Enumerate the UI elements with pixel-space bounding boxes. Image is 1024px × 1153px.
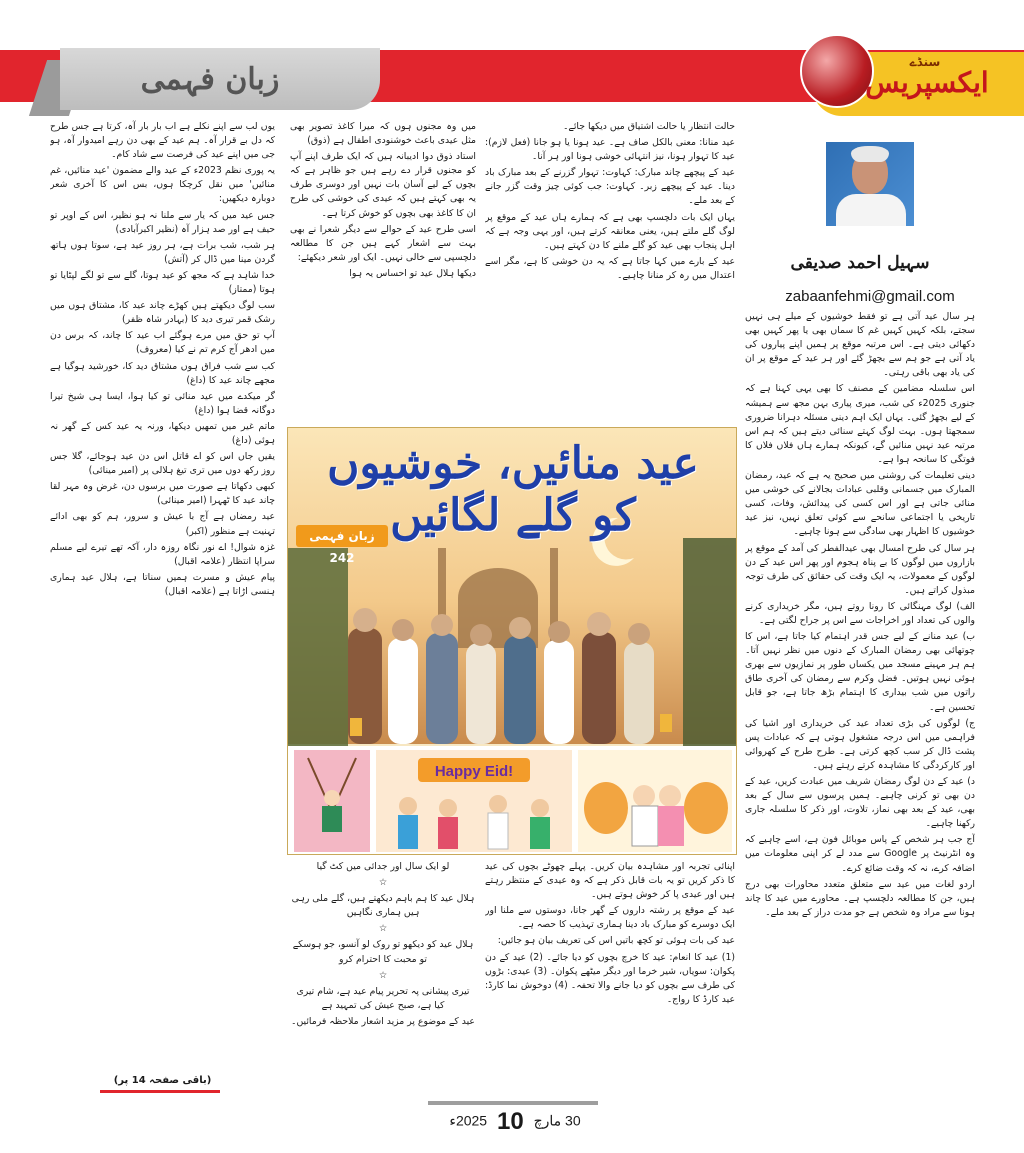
article-column-mid-top — [485, 120, 735, 422]
brand-sub-label: سنڈے — [909, 55, 941, 69]
paragraph: پیام عیش و مسرت ہمیں سناتا ہے، ہلال عید ہماری ہنسی اڑاتا ہے (علامہ اقبال) — [50, 571, 275, 597]
verse: ہلال عید کا ہم باہم دیکھتے ہیں، گلے ملی رہی ہیں ہماری نگاہیں — [291, 893, 475, 919]
paragraph: کبھی دکھاتا ہے صورت میں برسوں دن، غرض وہ مہر لقا چاند عید کا ٹھہرا (امیر مینائی) — [50, 481, 275, 507]
paragraph: د) عید کے دن لوگ رمضان شریف میں عبادت کریں، عید کے دن بھی تو کرنی چاہیے۔ ہمیں پرسوں سے سال کے بعد بھی، عید کے بعد بھی نماز، تلاوت، اور ذکر کا سلسلہ جاری رکھنا چاہیے۔ — [745, 776, 975, 830]
paragraph: آج جب ہر شخص کے پاس موبائل فون ہے، اسے چاہیے کہ وہ انٹرنیٹ پر Google سے مدد لے کر اپنی معلومات میں اضافہ کرے، نہ کہ وقت ضائع کرے۔ — [745, 834, 975, 874]
paragraph: عید کے موضوع پر مزید اشعار ملاحظہ فرمائیں۔ — [291, 1015, 475, 1027]
author-email[interactable]: zabaanfehmi@gmail.com — [785, 288, 955, 305]
paragraph: ہر سال عید آتی ہے تو فقط خوشیوں کے میلے ہی نہیں سجتے، بلکہ کہیں کہیں غم کا سماں بھی یا پھر کہیں بھی دکھائی دیتی ہے۔ اس مرتبہ موقع پر ہمیں اپنے پیاروں کی یاد آتی ہے جو ہم سے بچھڑ گئے اور ہر عید کے موقع پر ان کی یاد بھی باقی رہتی۔ — [745, 311, 975, 379]
paragraph: عید کے پیچھے چاند مبارک: کہاوت: تہوار گزرنے کے بعد مبارک باد دینا۔ عید کے پیچھے زبر۔ کہاوت: جب کوئی چیز وقت گزر جانے کے بعد ملے۔ — [485, 167, 735, 207]
paragraph: اردو لغات میں عید سے متعلق متعدد محاورات بھی درج ہیں، جن کا مطالعہ دلچسپ ہے۔ محاورے میں عید کا چاند ہونا سے مراد وہ شخص ہے جو مدت دراز کے بعد ملے۔ — [745, 878, 975, 918]
verse: لو ایک سال اور جدائی میں کٹ گیا — [316, 861, 450, 872]
paragraph: سب لوگ دیکھتے ہیں کھڑے چاند عید کا، مشتاق ہوں میں رشک قمر تیری دید کا (بہادر شاہ ظفر) — [50, 300, 275, 326]
paragraph: اس سلسلہ مضامین کے مصنف کا بھی یہی کہنا ہے کہ جنوری 2025ء کی شب، میری پیاری بہن مجھ سے ہمیشہ کے لیے بچھڑ گئی۔ یہاں ایک اہم دینی مسئلہ دہرانا ضروری سمجھتا ہوں۔ بہت لوگ کہتے سنائی دیتے ہیں کہ ہم اس مرتبہ عید نہیں منائیں گے، کیونکہ ہمارے ہاں فلاں فلاں کا فوتگی کا سانحہ ہوا ہے۔ — [745, 383, 975, 465]
girl-face — [324, 790, 340, 806]
paragraph: عید رمضاں ہے آج با عیش و سرور، ہم کو بھی ادائے تہنیت ہے منظور (اکبر) — [50, 511, 275, 537]
paragraph: عید منانا: معنی بالکل صاف ہے۔ عید ہونا یا ہو جانا (فعل لازم): عید کا تہوار ہونا، نیز انتہائی خوشی ہونا اور ہر آنا۔ — [485, 137, 735, 163]
poetry-column-bottom — [290, 860, 476, 1100]
paragraph: عید کی بات ہوئی تو کچھ باتیں اس کی تعریف بیان ہو جائیں: — [497, 935, 735, 947]
footer-month: مارچ — [533, 1112, 562, 1129]
article-column-mid-bottom — [485, 860, 735, 1100]
boy-robe-right — [658, 806, 684, 846]
paragraph: استاد ذوق دوا ادیبانہ ہیں کہ ایک طرف اپنے آپ کو مجنوں قرار دے رہے ہیں جو ظاہر ہے کہ بچوں کے لیے آسان بات نہیں اور دوسری طرف یہ بھی کہتے ہیں کہ عیدی کی خوشی کی طرح ان کا کاغذ بھی بچوں کو خوش کرتا ہے۔ — [290, 151, 476, 219]
series-badge: زبان فہمی 242 — [296, 525, 388, 547]
star-divider: ☆ — [378, 923, 388, 935]
paragraph: یہ پوری نظم 2023ء کے عید والے مضمون 'عید منائیں، غم منائیں' میں نقل کرچکا ہوں، بس اس کا آخری شعر دوبارہ دیکھیں: — [50, 165, 275, 205]
footer-day: 30 — [565, 1112, 581, 1129]
boy-face-right — [659, 785, 681, 807]
paragraph: (1) عید کا انعام: عید کا خرچ بچوں کو دیا جائے۔ (2) عید کے دن پکوان: سویاں، شیر خرما اور دیگر میٹھے پکوان۔ (3) عیدی: بڑوں کی طرف سے بچوں کو دیا جانے والا تحفہ۔ (4) دوخوش نما کارڈ: عید کارڈ کا رواج۔ — [485, 951, 735, 1005]
paragraph: حالت انتظار یا حالت اشتیاق میں دیکھا جائے۔ — [562, 121, 735, 132]
tree-right — [683, 538, 737, 748]
lantern-icon — [660, 714, 672, 732]
author-shirt — [836, 194, 906, 226]
boy-robe-left — [632, 806, 658, 846]
author-name: سہیل احمد صدیقی — [790, 253, 930, 273]
paragraph: آپ تو حق میں مرے ہوگئے اب عید کا چاند، کہ برس دن میں ادھر آج کرم تم نے کیا (معروف) — [50, 330, 275, 356]
paragraph: میں وہ مجنوں ہوں کہ میرا کاغذ تصویر بھی مثل عیدی باعث خوشنودی اطفال ہے (ذوق) — [290, 121, 476, 147]
dome-right — [684, 782, 728, 834]
paragraph: ماتم غیر میں تمھیں دیکھا، ورنہ یہ عید کس کے گھر نہ ہوئی (داغ) — [50, 420, 275, 446]
paragraph: ہر شب، شب برات ہے، ہر روز عید ہے، سوتا ہوں ہاتھ گردن مینا میں ڈال کر (آتش) — [50, 239, 275, 265]
footer-year: 2025ء — [449, 1112, 488, 1129]
paragraph: گر میکدے میں عید منائی تو کیا ہوا، ایسا ہی شیخ تیرا دوگانہ قضا ہوا (داغ) — [50, 390, 275, 416]
paragraph: عید کے بارے میں کہا جاتا ہے کہ یہ دن خوشی کا ہے، مگر اسے اعتدال میں رہ کر منانا چاہیے۔ — [485, 255, 735, 281]
feature-headline: عید منائیں، خوشیوں کو گلے لگائیں — [327, 438, 699, 541]
star-divider: ☆ — [378, 877, 388, 889]
continued-label: (باقی صفحہ 14 پر) — [113, 1075, 212, 1086]
star-divider: ☆ — [378, 969, 388, 981]
paragraph: عید کے موقع پر رشتہ داروں کے گھر جانا، دوستوں سے ملنا اور ایک دوسرے کو مبارک باد دینا ہماری تہذیب کا حصہ ہے۔ — [485, 905, 735, 931]
paragraph: ج) لوگوں کی بڑی تعداد عید کی خریداری اور اشیا کی فراہمی میں اس درجہ مشغول ہوتی ہے کہ عبادات پس پشت ڈال کر سب کچھ کرتی ہے۔ طرح طرح کے کھروائی اور کارکردگی کا مشاہدہ کرتے رہتے ہیں۔ — [745, 717, 975, 771]
paragraph: دیکھا ہلال عید تو احساس یہ ہوا — [349, 267, 476, 279]
paragraph: دینی تعلیمات کی روشنی میں صحیح یہ ہے کہ عید، رمضان المبارک میں جسمانی وقلبی عبادات بجالانے کی خوشی میں منائی جاتی ہے اور اس کسی کی پیدائش، وفات، کسی تاریخی یا اجتماعی سانحے سے کوئی تعلق نہیں، نیز عید خوشیوں کا اظہار بھی سادگی سے ہونا چاہیے۔ — [745, 470, 975, 538]
brand-name: ایکسپریس — [865, 66, 989, 99]
paragraph: کب سے شب فراق ہوں مشتاق دید کا، خورشید ہوگیا ہے مجھے چاند عید کا (داغ) — [50, 360, 275, 386]
tree-left — [288, 548, 348, 748]
paragraph: اپنائی تجربہ اور مشاہدہ بیان کریں۔ پہلے چھوٹے بچوں کی عید کا ذکر کریں تو یہ بات قابل ذکر ہے کہ وہ عیدی کے منتظر رہتے ہیں اور عیدی پا کر خوش ہوتے ہیں۔ — [485, 861, 735, 901]
footer-rule — [428, 1101, 598, 1105]
page-number: 10 — [497, 1108, 524, 1135]
paragraph: یقیں جاں اس کو اے قاتل اس دن عید ہوجائے، گلا جس روز رکھ دوں میں تری تیغ ہلالی پر (امیر مینائی) — [50, 451, 275, 477]
paragraph: یوں لب سے اپنے نکلے ہے اب بار بار آہ، کرتا ہے جس طرح کہ دل بے قرار آہ۔ ہم عید کے بھی دن رہے امیدوار آہ، ہو جی میں اپنے عید کی فرصت سے شاد کام۔ — [50, 121, 275, 161]
article-column-right — [745, 310, 975, 1100]
paragraph: یہاں ایک بات دلچسپ بھی ہے کہ ہمارے ہاں عید کے موقع پر لوگ گلے ملتے ہیں، یعنی معانقہ کرتے ہیں، اور یہی وجہ ہے کہ اہل پنجاب بھی عید کو گلے ملنے کا دن کہتے ہیں۔ — [485, 211, 735, 251]
paragraph: اسی طرح عید کے حوالے سے دیگر شعرا نے بھی بہت سے اشعار کہے ہیں جن کا مطالعہ دلچسپی سے خالی نہیں۔ ایک اور شعر دیکھئے: — [290, 223, 476, 263]
paragraph: جس عید میں کہ یار سے ملنا نہ ہو نظیر، اس کے اوپر تو حیف ہے اور صد ہزار آہ (نظیر اکبرآبادی) — [50, 209, 275, 235]
lantern-icon — [350, 718, 362, 736]
author-hair — [851, 146, 889, 162]
happy-eid-text: Happy Eid! — [434, 763, 514, 780]
section-title: زبان فہمی — [140, 62, 280, 97]
continued-rule — [100, 1090, 220, 1093]
girl-dress — [322, 806, 342, 832]
author-photo — [826, 142, 914, 226]
verse: ہلال عید کو دیکھو تو روک لو آنسو، جو ہوسکے تو محبت کا احترام کرو — [292, 939, 474, 965]
paragraph: غزہ شوال! اے نور نگاہ روزہ دار، آکہ تھے تیرے لیے مسلم سراپا انتظار (علامہ اقبال) — [50, 541, 275, 567]
verse: تیری پیشانی پہ تحریر پیام عید ہے، شام تیری کیا ہے، صبح عیش کی تمہید ہے — [296, 985, 470, 1011]
paragraph: ہر سال کی طرح امسال بھی عیدالفطر کی آمد کے موقع پر بازاروں میں لوگوں کا بے پناہ ہجوم اور پھر اس عید کے دن لوگوں کے معمولات، یہ ایک وقت کی حقائق کی طرف توجہ مبذول کراتے ہیں۔ — [745, 542, 975, 596]
paragraph: خدا شاہد ہے کہ مجھ کو عید ہوتا، گلے سے تو لگے لپٹایا تو ہوتا (ممتاز) — [50, 269, 275, 296]
paragraph: الف) لوگ مہنگائی کا رونا روتے ہیں، مگر خریداری کرنے والوں کی تعداد اور اخراجات سے اس پر جراح لگتی ہے۔ — [745, 600, 975, 626]
article-column-center-top — [290, 120, 476, 422]
continued-note — [50, 1075, 275, 1097]
boy-face-left — [633, 785, 655, 807]
paragraph: ب) عید منانے کے لیے جس قدر اہتمام کیا جاتا ہے، اس کا چوتھائی بھی رمضان المبارک کے دنوں میں نظر نہیں آتا۔ ہم ہر مہینے مسجد میں یکساں طور پر نمازیوں سے بھری ہوئی نہیں ہوتیں۔ فضل وکرم سے رمضان کی آخری طاق راتوں میں شب بیداری کا اہتمام بڑھ جاتا ہے، جو قابل تحسین ہے۔ — [745, 631, 975, 713]
dome-left — [584, 782, 628, 834]
footer-date — [430, 1108, 600, 1136]
article-column-left — [50, 120, 275, 1065]
